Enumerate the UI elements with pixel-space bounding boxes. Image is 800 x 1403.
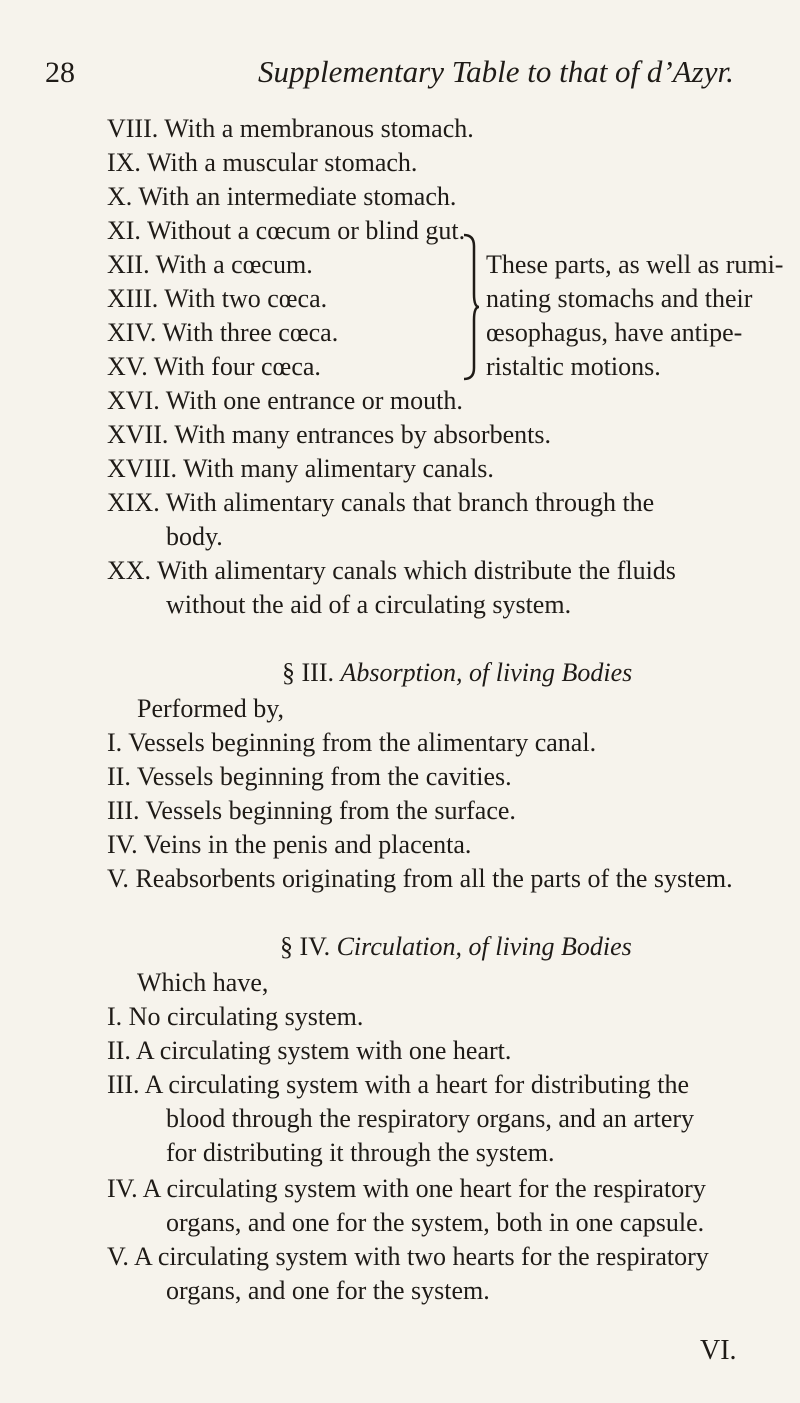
section-heading: § III. Absorption, of living Bodies: [282, 658, 633, 687]
list-item: XV. With four cœca.: [107, 352, 321, 381]
list-item-continuation: body.: [166, 522, 223, 551]
list-item: XX. With alimentary canals which distribute the fluids: [107, 556, 676, 585]
list-item-continuation: organs, and one for the system.: [166, 1276, 490, 1305]
brace-bracket: [462, 232, 480, 382]
section-intro: Performed by,: [137, 694, 285, 723]
list-item: II. Vessels beginning from the cavities.: [107, 762, 512, 791]
running-title: Supplementary Table to that of d’Azyr.: [258, 54, 734, 89]
list-item: V. A circulating system with two hearts for the respiratory: [107, 1242, 709, 1271]
list-item-continuation: for distributing it through the system.: [166, 1138, 555, 1167]
list-item: XII. With a cœcum.: [107, 250, 313, 279]
bracket-note-line: nating stomachs and their: [486, 284, 753, 313]
list-item-continuation: without the aid of a circulating system.: [166, 590, 572, 619]
list-item: V. Reabsorbents originating from all the parts of the system.: [107, 864, 733, 893]
list-item: IV. Veins in the penis and placenta.: [107, 830, 472, 859]
list-item-continuation: blood through the respiratory organs, and an artery: [166, 1104, 695, 1133]
list-item: II. A circulating system with one heart.: [107, 1036, 512, 1065]
list-item: XVII. With many entrances by absorbents.: [107, 420, 551, 449]
list-item: IX. With a muscular stomach.: [107, 148, 418, 177]
list-item: X. With an intermediate stomach.: [107, 182, 457, 211]
list-item-continuation: organs, and one for the system, both in one capsule.: [166, 1208, 705, 1237]
list-item: III. Vessels beginning from the surface.: [107, 796, 516, 825]
bracket-note-line: ristaltic motions.: [486, 352, 661, 381]
list-item: XI. Without a cœcum or blind gut.: [107, 216, 466, 245]
bracket-note-line: œsophagus, have antipe-: [486, 318, 743, 347]
section-heading: § IV. Circulation, of living Bodies: [280, 932, 632, 961]
bracket-note-line: These parts, as well as rumi-: [486, 250, 784, 279]
section-intro: Which have,: [137, 968, 269, 997]
list-item: IV. A circulating system with one heart for the respiratory: [107, 1174, 706, 1203]
catchword: VI.: [700, 1335, 737, 1366]
list-item: VIII. With a membranous stomach.: [107, 114, 474, 143]
list-item: I. Vessels beginning from the alimentary canal.: [107, 728, 597, 757]
list-item: I. No circulating system.: [107, 1002, 364, 1031]
list-item: XVI. With one entrance or mouth.: [107, 386, 463, 415]
list-item: XIV. With three cœca.: [107, 318, 339, 347]
list-item: XIX. With alimentary canals that branch through the: [107, 488, 655, 517]
page-number: 28: [45, 56, 75, 89]
list-item: III. A circulating system with a heart for distributing the: [107, 1070, 690, 1099]
list-item: XIII. With two cœca.: [107, 284, 328, 313]
page-header: [0, 50, 800, 100]
list-item: XVIII. With many alimentary canals.: [107, 454, 494, 483]
